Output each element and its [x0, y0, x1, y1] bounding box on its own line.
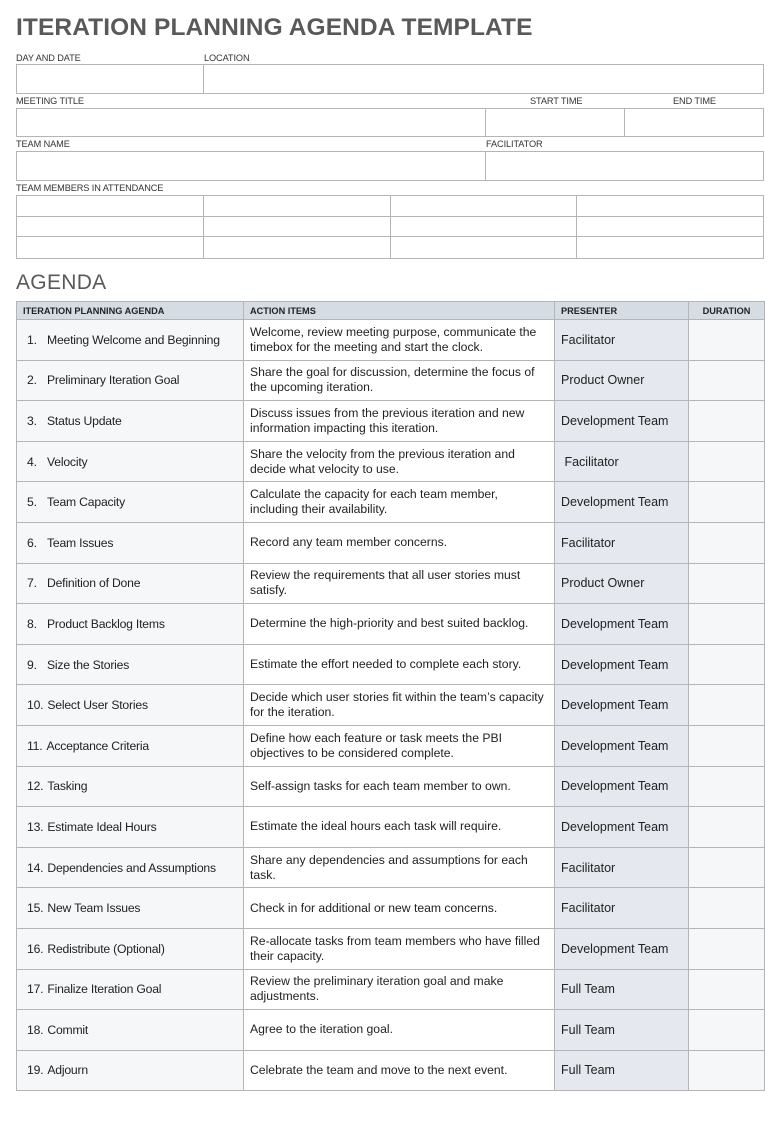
presenter-cell: Development Team	[555, 725, 689, 766]
duration-cell[interactable]	[689, 360, 765, 401]
agenda-item-cell	[17, 928, 244, 969]
attendance-label: TEAM MEMBERS IN ATTENDANCE	[16, 183, 164, 193]
agenda-item-label: Meeting Welcome and Beginning	[47, 332, 220, 347]
agenda-row	[17, 685, 765, 726]
agenda-item-cell	[17, 969, 244, 1010]
presenter-cell: Development Team	[555, 401, 689, 442]
agenda-item-label: Commit	[47, 1022, 89, 1037]
agenda-item-cell	[17, 604, 244, 645]
duration-cell[interactable]	[689, 847, 765, 888]
attendance-cell[interactable]	[577, 237, 763, 258]
duration-cell[interactable]	[689, 725, 765, 766]
agenda-item-cell	[17, 1050, 244, 1091]
agenda-row	[17, 1050, 765, 1091]
attendance-grid	[16, 195, 764, 259]
agenda-header-row	[17, 302, 765, 320]
duration-cell[interactable]	[689, 807, 765, 848]
meeting-title-label: MEETING TITLE	[16, 96, 84, 106]
agenda-item-number: 14.	[27, 860, 44, 875]
agenda-item-label: Redistribute (Optional)	[47, 941, 165, 956]
attendance-cell[interactable]	[204, 237, 391, 258]
attendance-cell[interactable]	[577, 196, 763, 216]
agenda-item-number: 9.	[27, 657, 37, 672]
agenda-item-cell	[17, 563, 244, 604]
agenda-item-cell	[17, 644, 244, 685]
presenter-cell: Development Team	[555, 644, 689, 685]
agenda-item-label: Select User Stories	[47, 698, 148, 713]
location-field[interactable]	[204, 65, 763, 93]
agenda-item-label: Product Backlog Items	[47, 616, 165, 631]
agenda-item-number: 7.	[27, 576, 37, 591]
action-item-cell: Self-assign tasks for each team member to own.	[244, 766, 555, 807]
agenda-item-cell	[17, 725, 244, 766]
day-location-row	[16, 64, 764, 94]
agenda-row	[17, 441, 765, 482]
team-name-field[interactable]	[17, 152, 486, 180]
action-item-cell: Share the goal for discussion, determine the focus of the upcoming iteration.	[244, 360, 555, 401]
presenter-cell: Development Team	[555, 604, 689, 645]
agenda-item-number: 5.	[27, 495, 37, 510]
agenda-row	[17, 644, 765, 685]
action-item-cell: Share the velocity from the previous iteration and decide what velocity to use.	[244, 441, 555, 482]
facilitator-field[interactable]	[486, 152, 763, 180]
agenda-item-cell	[17, 847, 244, 888]
agenda-item-label: Size the Stories	[47, 657, 130, 672]
action-item-cell: Re-allocate tasks from team members who have filled their capacity.	[244, 928, 555, 969]
presenter-cell: Product Owner	[555, 360, 689, 401]
agenda-item-number: 10.	[27, 698, 44, 713]
agenda-item-label: Finalize Iteration Goal	[47, 982, 162, 997]
duration-cell[interactable]	[689, 563, 765, 604]
presenter-cell: Full Team	[555, 1010, 689, 1051]
meeting-title-field[interactable]	[17, 109, 486, 136]
attendance-row	[17, 196, 763, 217]
agenda-item-cell	[17, 441, 244, 482]
day-and-date-label: DAY AND DATE	[16, 53, 81, 63]
column-header-presenter: PRESENTER	[555, 302, 689, 320]
column-header-agenda-item: ITERATION PLANNING AGENDA	[17, 302, 244, 320]
duration-cell[interactable]	[689, 320, 765, 361]
agenda-item-label: Tasking	[47, 779, 88, 794]
action-item-cell: Decide which user stories fit within the team’s capacity for the iteration.	[244, 685, 555, 726]
action-item-cell: Record any team member concerns.	[244, 522, 555, 563]
agenda-row	[17, 969, 765, 1010]
duration-cell[interactable]	[689, 969, 765, 1010]
presenter-cell: Facilitator	[555, 888, 689, 929]
agenda-row	[17, 522, 765, 563]
duration-cell[interactable]	[689, 1050, 765, 1091]
start-time-field[interactable]	[486, 109, 625, 136]
agenda-item-label: Definition of Done	[47, 576, 141, 591]
duration-cell[interactable]	[689, 604, 765, 645]
meeting-time-row	[16, 108, 764, 137]
end-time-label: END TIME	[673, 96, 716, 106]
presenter-cell: Facilitator	[555, 320, 689, 361]
agenda-item-label: Team Issues	[47, 535, 114, 550]
agenda-item-number: 13.	[27, 819, 44, 834]
duration-cell[interactable]	[689, 928, 765, 969]
agenda-row	[17, 401, 765, 442]
agenda-item-label: Velocity	[47, 454, 88, 469]
agenda-row	[17, 928, 765, 969]
presenter-cell: Full Team	[555, 969, 689, 1010]
agenda-item-number: 3.	[27, 413, 37, 428]
presenter-cell: Development Team	[555, 807, 689, 848]
agenda-row	[17, 563, 765, 604]
action-item-cell: Estimate the effort needed to complete each story.	[244, 644, 555, 685]
agenda-item-number: 19.	[27, 1063, 44, 1078]
presenter-cell: Development Team	[555, 685, 689, 726]
agenda-row	[17, 604, 765, 645]
duration-cell[interactable]	[689, 482, 765, 523]
agenda-item-cell	[17, 320, 244, 361]
attendance-cell[interactable]	[17, 217, 204, 237]
agenda-item-label: Acceptance Criteria	[46, 738, 149, 753]
agenda-item-number: 16.	[27, 941, 44, 956]
agenda-row	[17, 482, 765, 523]
agenda-item-cell	[17, 482, 244, 523]
agenda-row	[17, 725, 765, 766]
page-title: ITERATION PLANNING AGENDA TEMPLATE	[16, 14, 533, 41]
action-item-cell: Welcome, review meeting purpose, communicate the timebox for the meeting and start the clock.	[244, 320, 555, 361]
attendance-cell[interactable]	[17, 237, 204, 258]
presenter-cell: Development Team	[555, 766, 689, 807]
agenda-item-cell	[17, 685, 244, 726]
agenda-item-label: Status Update	[47, 413, 122, 428]
agenda-item-number: 18.	[27, 1022, 44, 1037]
duration-cell[interactable]	[689, 401, 765, 442]
agenda-row	[17, 807, 765, 848]
presenter-cell: Development Team	[555, 928, 689, 969]
presenter-cell: Full Team	[555, 1050, 689, 1091]
duration-cell[interactable]	[689, 441, 765, 482]
attendance-cell[interactable]	[577, 217, 763, 237]
agenda-item-cell	[17, 888, 244, 929]
agenda-item-label: Estimate Ideal Hours	[47, 819, 157, 834]
agenda-row	[17, 847, 765, 888]
agenda-item-number: 2.	[27, 373, 37, 388]
presenter-cell: Product Owner	[555, 563, 689, 604]
presenter-cell: Development Team	[555, 482, 689, 523]
agenda-item-cell	[17, 766, 244, 807]
agenda-item-cell	[17, 522, 244, 563]
facilitator-label: FACILITATOR	[486, 139, 543, 149]
start-time-label: START TIME	[530, 96, 583, 106]
agenda-item-number: 12.	[27, 779, 44, 794]
agenda-item-number: 17.	[27, 982, 44, 997]
action-item-cell: Agree to the iteration goal.	[244, 1010, 555, 1051]
attendance-cell[interactable]	[391, 217, 578, 237]
attendance-row	[17, 237, 763, 258]
duration-cell[interactable]	[689, 644, 765, 685]
agenda-item-cell	[17, 360, 244, 401]
agenda-row	[17, 888, 765, 929]
end-time-field[interactable]	[625, 109, 763, 136]
day-and-date-field[interactable]	[17, 65, 204, 93]
team-facilitator-row	[16, 151, 764, 181]
action-item-cell: Check in for additional or new team concerns.	[244, 888, 555, 929]
duration-cell[interactable]	[689, 685, 765, 726]
agenda-item-cell	[17, 401, 244, 442]
agenda-row	[17, 360, 765, 401]
presenter-cell: Facilitator	[555, 441, 689, 482]
agenda-heading: AGENDA	[16, 271, 107, 294]
agenda-item-label: Team Capacity	[47, 495, 126, 510]
agenda-item-label: Adjourn	[47, 1063, 88, 1078]
action-item-cell: Discuss issues from the previous iteration and new information impacting this iteration.	[244, 401, 555, 442]
location-label: LOCATION	[204, 53, 250, 63]
team-name-label: TEAM NAME	[16, 139, 70, 149]
duration-cell[interactable]	[689, 1010, 765, 1051]
action-item-cell: Estimate the ideal hours each task will require.	[244, 807, 555, 848]
attendance-row	[17, 217, 763, 238]
action-item-cell: Review the requirements that all user stories must satisfy.	[244, 563, 555, 604]
agenda-table	[16, 301, 765, 1091]
attendance-cell[interactable]	[391, 237, 578, 258]
agenda-row	[17, 320, 765, 361]
agenda-item-label: New Team Issues	[47, 901, 141, 916]
agenda-item-cell	[17, 807, 244, 848]
agenda-row	[17, 766, 765, 807]
duration-cell[interactable]	[689, 888, 765, 929]
action-item-cell: Determine the high-priority and best suited backlog.	[244, 604, 555, 645]
action-item-cell: Share any dependencies and assumptions for each task.	[244, 847, 555, 888]
presenter-cell: Facilitator	[555, 847, 689, 888]
agenda-item-label: Preliminary Iteration Goal	[47, 373, 180, 388]
duration-cell[interactable]	[689, 522, 765, 563]
agenda-item-number: 15.	[27, 901, 44, 916]
attendance-cell[interactable]	[391, 196, 578, 216]
column-header-duration: DURATION	[689, 302, 765, 320]
agenda-item-number: 6.	[27, 535, 37, 550]
agenda-row	[17, 1010, 765, 1051]
agenda-item-number: 11.	[27, 738, 43, 753]
action-item-cell: Review the preliminary iteration goal and make adjustments.	[244, 969, 555, 1010]
column-header-action-items: ACTION ITEMS	[244, 302, 555, 320]
action-item-cell: Define how each feature or task meets the PBI objectives to be considered complete.	[244, 725, 555, 766]
action-item-cell: Celebrate the team and move to the next event.	[244, 1050, 555, 1091]
attendance-cell[interactable]	[17, 196, 204, 216]
attendance-cell[interactable]	[204, 217, 391, 237]
duration-cell[interactable]	[689, 766, 765, 807]
presenter-cell: Facilitator	[555, 522, 689, 563]
action-item-cell: Calculate the capacity for each team member, including their availability.	[244, 482, 555, 523]
agenda-item-number: 8.	[27, 616, 37, 631]
agenda-item-cell	[17, 1010, 244, 1051]
agenda-item-label: Dependencies and Assumptions	[47, 860, 216, 875]
attendance-cell[interactable]	[204, 196, 391, 216]
agenda-item-number: 1.	[27, 332, 37, 347]
agenda-item-number: 4.	[27, 454, 37, 469]
